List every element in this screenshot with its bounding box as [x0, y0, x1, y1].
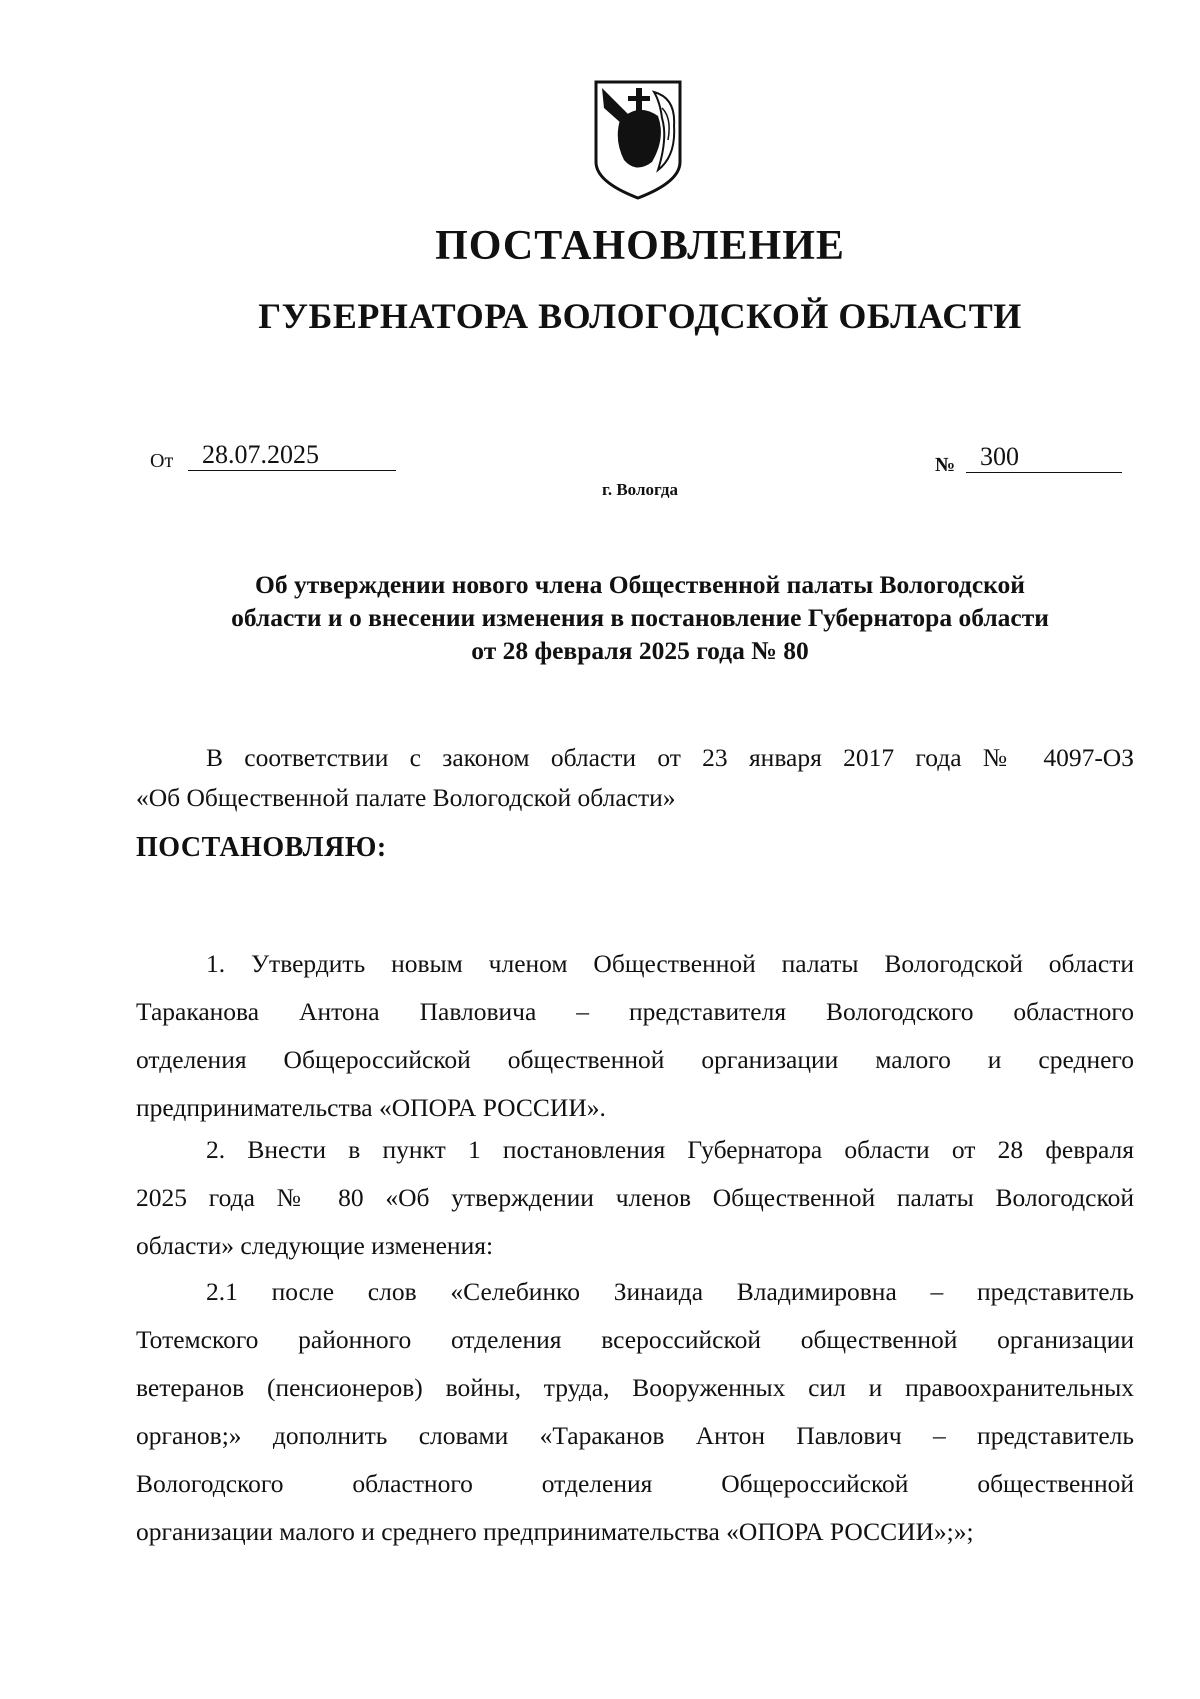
document-subject	[150, 568, 1130, 667]
item-line: Тараканова Антона Павловича – представителя Вологодского областного	[136, 997, 1134, 1026]
item-line: предпринимательства «ОПОРА РОССИИ».	[136, 1093, 606, 1122]
subject-line: от 28 февраля 2025 года № 80	[471, 636, 809, 665]
document-date: 28.07.2025	[188, 440, 396, 471]
number-prefix: №	[935, 454, 956, 476]
item-line: 1. Утвердить новым членом Общественной палаты Вологодской области	[206, 949, 1134, 978]
item-line: ветеранов (пенсионеров) войны, труда, Вооруженных сил и правоохранительных	[136, 1373, 1134, 1402]
item-line: 2. Внести в пункт 1 постановления Губернатора области от 28 февраля	[206, 1135, 1134, 1164]
subject-line: области и о внесении изменения в постановление Губернатора области	[231, 603, 1049, 632]
coat-of-arms-icon	[592, 78, 684, 202]
item-line: организации малого и среднего предпринимательства «ОПОРА РОССИИ»;»;	[136, 1517, 974, 1546]
item-1	[136, 940, 1134, 1132]
item-line: органов;» дополнить словами «Тараканов Антон Павлович – представитель	[136, 1421, 1134, 1450]
preamble-line: «Об Общественной палате Вологодской области»	[136, 783, 676, 812]
document-issuer: ГУБЕРНАТОРА ВОЛОГОДСКОЙ ОБЛАСТИ	[258, 296, 1022, 336]
item-line: Тотемского районного отделения всероссийской общественной организации	[136, 1325, 1134, 1354]
item-line: 2.1 после слов «Селебинко Зинаида Владимировна – представитель	[206, 1277, 1134, 1306]
item-line: отделения Общероссийской общественной организации малого и среднего	[136, 1045, 1134, 1074]
preamble-line: В соответствии с законом области от 23 января 2017 года № 4097-ОЗ	[206, 743, 1134, 772]
document-city: г. Вологда	[602, 480, 678, 499]
item-line: области» следующие изменения:	[136, 1231, 494, 1260]
item-2	[136, 1126, 1134, 1270]
item-line: 2025 года № 80 «Об утверждении членов Общественной палаты Вологодской	[136, 1183, 1134, 1212]
item-2-1	[136, 1268, 1134, 1556]
document-title: ПОСТАНОВЛЕНИЕ	[435, 223, 845, 269]
date-prefix: От	[150, 450, 174, 472]
document-number: 300	[966, 442, 1122, 473]
preamble	[136, 734, 1134, 822]
item-line: Вологодского областного отделения Общероссийской общественной	[136, 1469, 1134, 1498]
decree-word: ПОСТАНОВЛЯЮ:	[136, 832, 387, 863]
subject-line: Об утверждении нового члена Общественной палаты Вологодской	[255, 570, 1025, 599]
